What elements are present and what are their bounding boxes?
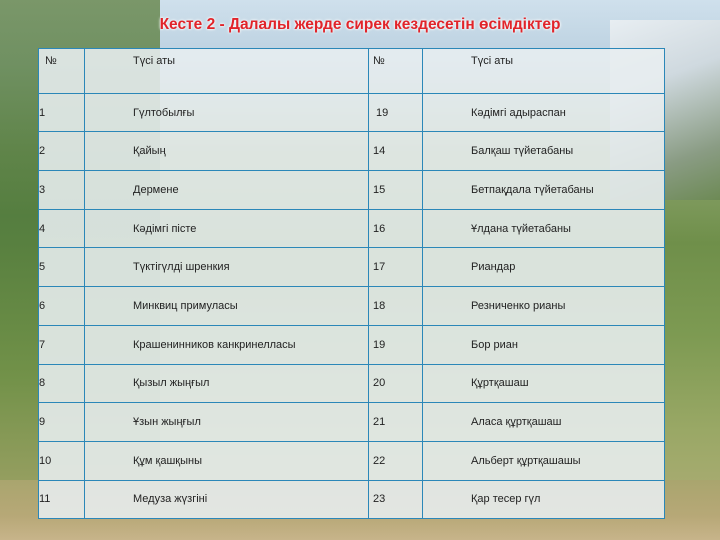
plant-name-2: Резниченко рианы bbox=[423, 287, 665, 326]
row-number: 3 bbox=[39, 171, 85, 210]
row-number: 6 bbox=[39, 287, 85, 326]
row-number: 10 bbox=[39, 441, 85, 480]
plant-name-2: Бетпақдала түйетабаны bbox=[423, 171, 665, 210]
plant-name-2: Балқаш түйетабаны bbox=[423, 132, 665, 171]
row-number-2: 14 bbox=[369, 132, 423, 171]
row-number: 2 bbox=[39, 132, 85, 171]
plant-name: Құм қашқыны bbox=[85, 441, 369, 480]
table-row bbox=[39, 209, 665, 248]
table-row bbox=[39, 287, 665, 326]
table-row bbox=[39, 171, 665, 210]
plant-name: Қайың bbox=[85, 132, 369, 171]
header-name: Түсі аты bbox=[85, 49, 369, 94]
table-title: Кесте 2 - Далалы жерде сирек кездесетін өсімдіктер bbox=[159, 16, 561, 33]
plant-name: Қызыл жыңғыл bbox=[85, 364, 369, 403]
table-row bbox=[39, 480, 665, 519]
plant-name: Минквиц примуласы bbox=[85, 287, 369, 326]
row-number-2: 22 bbox=[369, 441, 423, 480]
plants-table bbox=[38, 48, 665, 519]
plant-name-2: Кәдімгі адыраспан bbox=[423, 93, 665, 132]
row-number: 4 bbox=[39, 209, 85, 248]
plant-name-2: Риандар bbox=[423, 248, 665, 287]
table-row bbox=[39, 403, 665, 442]
plant-name-2: Қар тесер гүл bbox=[423, 480, 665, 519]
plant-name-2: Бор риан bbox=[423, 325, 665, 364]
table-header-row bbox=[39, 49, 665, 94]
table-row bbox=[39, 441, 665, 480]
plant-name-2: Альберт құртқашашы bbox=[423, 441, 665, 480]
row-number-2: 19 bbox=[369, 325, 423, 364]
table-row bbox=[39, 132, 665, 171]
table-row bbox=[39, 248, 665, 287]
plant-name: Түктігүлді шренкия bbox=[85, 248, 369, 287]
row-number-2: 20 bbox=[369, 364, 423, 403]
row-number: 1 bbox=[39, 93, 85, 132]
plant-name: Ұзын жыңғыл bbox=[85, 403, 369, 442]
table-row bbox=[39, 364, 665, 403]
row-number-2: 19 bbox=[369, 93, 423, 132]
row-number-2: 16 bbox=[369, 209, 423, 248]
row-number-2: 17 bbox=[369, 248, 423, 287]
row-number: 7 bbox=[39, 325, 85, 364]
plant-name-2: Ұлдана түйетабаны bbox=[423, 209, 665, 248]
row-number: 5 bbox=[39, 248, 85, 287]
header-number: № bbox=[39, 49, 85, 94]
row-number: 11 bbox=[39, 480, 85, 519]
row-number: 8 bbox=[39, 364, 85, 403]
row-number-2: 15 bbox=[369, 171, 423, 210]
plant-name: Гүлтобылғы bbox=[85, 93, 369, 132]
row-number-2: 23 bbox=[369, 480, 423, 519]
row-number-2: 18 bbox=[369, 287, 423, 326]
row-number-2: 21 bbox=[369, 403, 423, 442]
plant-name: Медуза жүзгіні bbox=[85, 480, 369, 519]
header-number-2: № bbox=[369, 49, 423, 94]
plant-name: Кәдімгі пісте bbox=[85, 209, 369, 248]
table-row bbox=[39, 93, 665, 132]
row-number: 9 bbox=[39, 403, 85, 442]
plant-name: Крашенинников канкринелласы bbox=[85, 325, 369, 364]
plant-name-2: Құртқашаш bbox=[423, 364, 665, 403]
plant-name-2: Аласа құртқашаш bbox=[423, 403, 665, 442]
header-name-2: Түсі аты bbox=[423, 49, 665, 94]
plant-name: Дермене bbox=[85, 171, 369, 210]
table-row bbox=[39, 325, 665, 364]
